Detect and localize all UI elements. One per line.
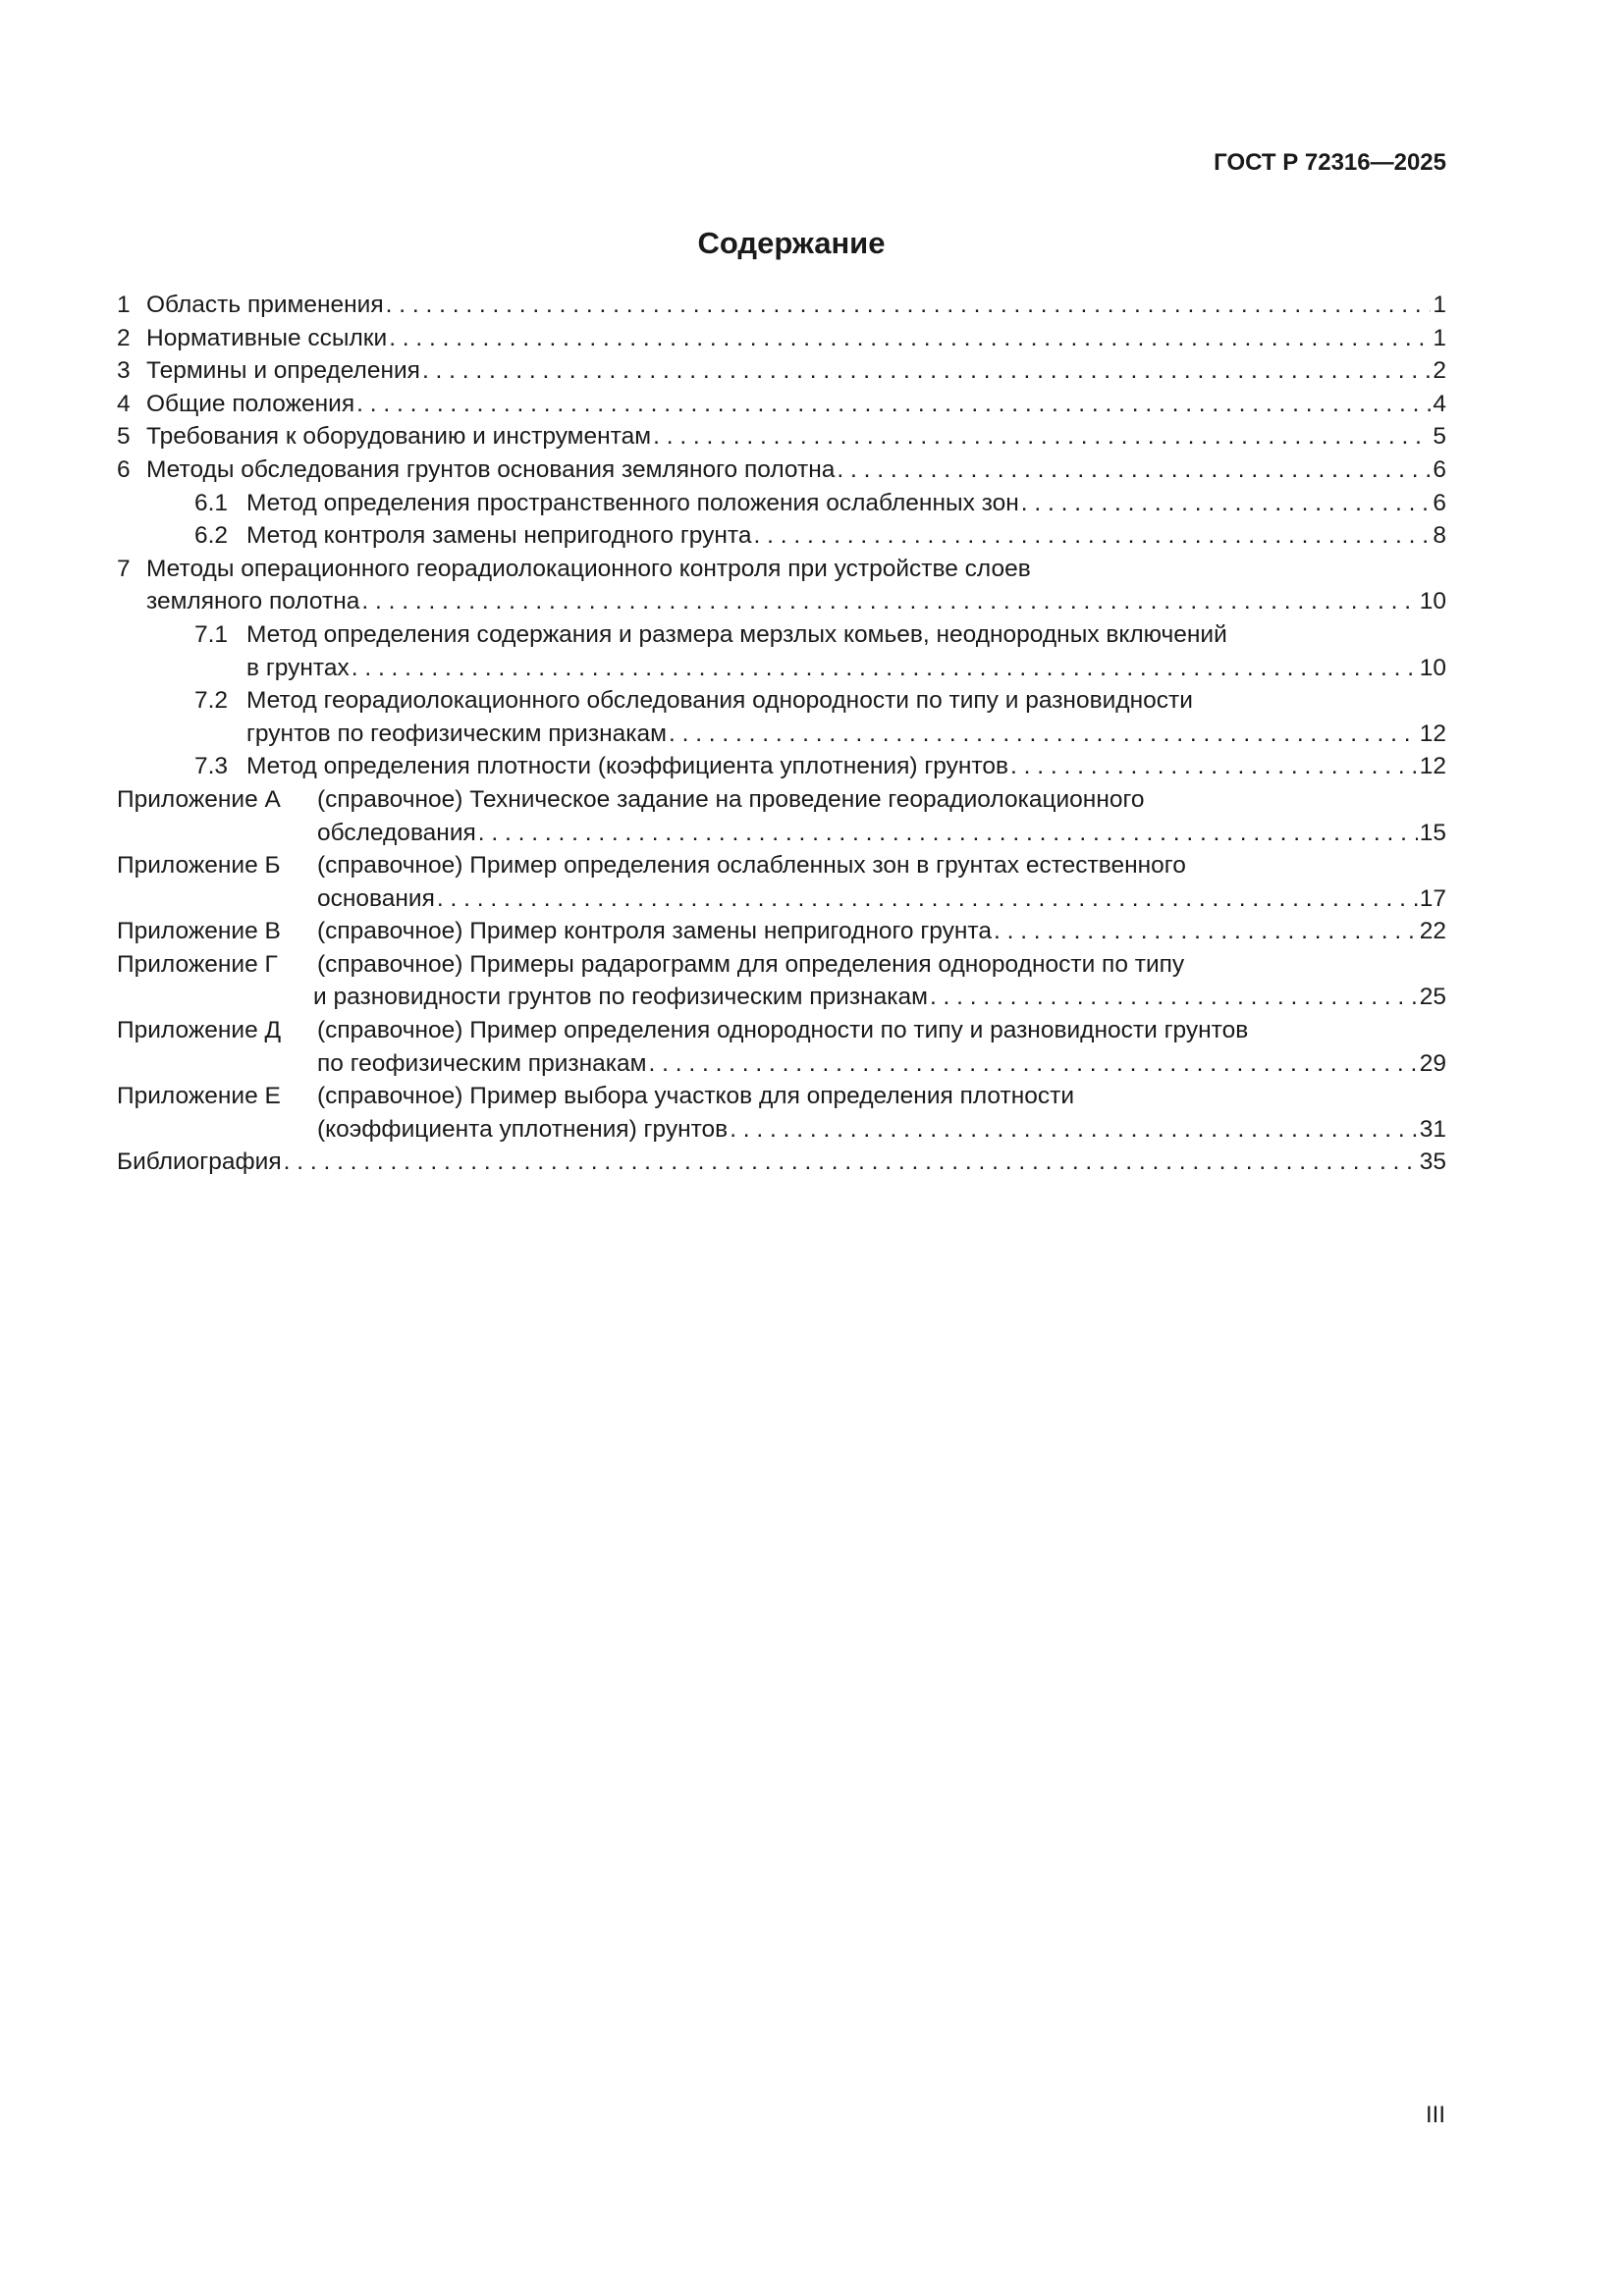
toc-entry-page: 25 — [1419, 984, 1446, 1011]
toc-entry-6[interactable] — [117, 454, 1446, 487]
table-of-contents — [117, 289, 1446, 1179]
toc-entry-appendix-g[interactable] — [117, 948, 1446, 1014]
toc-entry-page: 2 — [1433, 357, 1446, 385]
toc-entry-page: 10 — [1419, 588, 1446, 615]
toc-entry-line — [117, 783, 1446, 817]
toc-entry-number: 6 — [117, 455, 131, 483]
leader-dots — [649, 1047, 1418, 1081]
toc-entry-title: Метод контроля замены непригодного грунта — [246, 522, 752, 550]
toc-entry-line — [117, 849, 1446, 882]
toc-entry-line — [117, 1080, 1446, 1113]
leader-dots — [930, 981, 1418, 1014]
toc-entry-page: 12 — [1419, 753, 1446, 780]
toc-entry-7-3[interactable] — [117, 750, 1446, 783]
toc-entry-line — [117, 1047, 1446, 1081]
toc-entry-title: (справочное) Пример выбора участков для определения плотности — [317, 1083, 1075, 1110]
toc-entry-line — [117, 948, 1446, 982]
toc-entry-title: Метод определения пространственного положения ослабленных зон — [246, 489, 1019, 516]
toc-entry-title: Метод определения содержания и размера мерзлых комьев, неоднородных включений — [246, 620, 1227, 648]
toc-title-text: Содержание — [697, 226, 886, 260]
leader-dots — [669, 718, 1418, 751]
toc-entry-title: Метод георадиолокационного обследования однородности по типу и разновидности — [246, 687, 1193, 715]
toc-entry-page: 35 — [1419, 1148, 1446, 1176]
toc-entry-line — [117, 817, 1446, 850]
toc-entry-title: Метод определения плотности (коэффициента уплотнения) грунтов — [246, 753, 1009, 780]
toc-entry-number: 4 — [117, 390, 131, 417]
toc-entry-title: (справочное) Техническое задание на проведение георадиолокационного — [317, 785, 1145, 813]
toc-entry-page: 15 — [1419, 819, 1446, 846]
leader-dots — [437, 882, 1418, 916]
leader-dots — [356, 388, 1431, 421]
toc-entry-title-cont: (коэффициента уплотнения) грунтов — [317, 1115, 729, 1143]
leader-dots — [730, 1113, 1418, 1147]
toc-entry-number: 7.2 — [194, 687, 229, 715]
toc-entry-title: Методы обследования грунтов основания земляного полотна — [146, 455, 836, 483]
leader-dots — [837, 454, 1431, 487]
toc-entry-6-2[interactable] — [117, 519, 1446, 553]
toc-entry-title: (справочное) Пример определения ослабленных зон в грунтах естественного — [317, 852, 1186, 880]
toc-entry-title-cont: основания — [317, 884, 435, 912]
leader-dots — [352, 652, 1418, 685]
toc-entry-page: 17 — [1419, 884, 1446, 912]
toc-entry-page: 4 — [1433, 390, 1446, 417]
toc-entry-number: 2 — [117, 324, 131, 351]
toc-entry-appendix-b[interactable] — [117, 849, 1446, 915]
toc-entry-7-1[interactable] — [117, 618, 1446, 684]
toc-entry-number: 3 — [117, 357, 131, 385]
leader-dots — [994, 915, 1418, 948]
toc-entry-title-cont: обследования — [317, 819, 476, 846]
toc-entry-4[interactable] — [117, 388, 1446, 421]
toc-entry-number: Приложение Б — [117, 852, 281, 880]
toc-entry-appendix-a[interactable] — [117, 783, 1446, 849]
toc-entry-appendix-v[interactable] — [117, 915, 1446, 948]
toc-entry-title: (справочное) Пример контроля замены непригодного грунта — [317, 918, 992, 945]
toc-entry-appendix-d[interactable] — [117, 1014, 1446, 1080]
toc-entry-page: 6 — [1433, 489, 1446, 516]
toc-entry-title: Нормативные ссылки — [146, 324, 388, 351]
toc-entry-title-cont: по геофизическим признакам — [317, 1049, 647, 1077]
toc-entry-title-cont: грунтов по геофизическим признакам — [246, 720, 667, 747]
toc-entry-page: 22 — [1419, 918, 1446, 945]
toc-entry-line — [117, 1014, 1446, 1047]
toc-entry-page: 31 — [1419, 1115, 1446, 1143]
toc-entry-number: Приложение В — [117, 918, 281, 945]
toc-entry-line — [117, 553, 1446, 586]
toc-entry-line — [117, 1113, 1446, 1147]
toc-entry-appendix-e[interactable] — [117, 1080, 1446, 1146]
toc-entry-page: 12 — [1419, 720, 1446, 747]
leader-dots — [478, 817, 1418, 850]
toc-entry-title: Термины и определения — [146, 357, 420, 385]
page-number: III — [1425, 2102, 1445, 2128]
leader-dots — [284, 1146, 1418, 1179]
toc-entry-line — [117, 618, 1446, 652]
toc-entry-5[interactable] — [117, 420, 1446, 454]
toc-entry-title: (справочное) Пример определения однородности по типу и разновидности грунтов — [317, 1017, 1249, 1044]
toc-entry-2[interactable] — [117, 322, 1446, 355]
toc-entry-page: 8 — [1433, 522, 1446, 550]
document-code: ГОСТ Р 72316—2025 — [1214, 149, 1446, 176]
toc-entry-page: 1 — [1433, 324, 1446, 351]
toc-entry-page: 1 — [1433, 292, 1446, 318]
toc-entry-1[interactable] — [117, 289, 1446, 322]
toc-entry-line — [117, 652, 1446, 685]
toc-entry-number: 7.3 — [194, 753, 229, 780]
toc-entry-title-cont: земляного полотна — [146, 588, 360, 615]
toc-entry-number: 7 — [117, 555, 131, 582]
toc-entry-6-1[interactable] — [117, 487, 1446, 520]
toc-entry-3[interactable] — [117, 354, 1446, 388]
leader-dots — [754, 519, 1432, 553]
toc-entry-number: 5 — [117, 423, 131, 451]
toc-entry-line — [117, 882, 1446, 916]
toc-entry-title: Общие положения — [146, 390, 355, 417]
toc-entry-title-cont: и разновидности грунтов по геофизическим признакам — [313, 984, 928, 1011]
toc-entry-page: 10 — [1419, 654, 1446, 681]
toc-entry-page: 6 — [1433, 455, 1446, 483]
leader-dots — [389, 322, 1431, 355]
toc-entry-number: 6.1 — [194, 489, 229, 516]
toc-entry-bibliography[interactable] — [117, 1146, 1446, 1179]
toc-entry-title: Методы операционного георадиолокационного контроля при устройстве слоев — [146, 555, 1031, 582]
toc-entry-number: 1 — [117, 292, 131, 318]
leader-dots — [361, 585, 1417, 618]
toc-entry-title: Библиография — [117, 1148, 282, 1176]
toc-entry-title: (справочное) Примеры радарограмм для определения однородности по типу — [317, 950, 1185, 978]
toc-entry-page: 5 — [1433, 423, 1446, 451]
toc-entry-line — [117, 585, 1446, 618]
toc-entry-title: Требования к оборудованию и инструментам — [146, 423, 652, 451]
toc-entry-number: Приложение Е — [117, 1083, 281, 1110]
toc-entry-number: 6.2 — [194, 522, 229, 550]
toc-entry-line — [117, 684, 1446, 718]
leader-dots — [386, 289, 1432, 322]
toc-entry-line — [117, 718, 1446, 751]
toc-entry-number: Приложение Д — [117, 1017, 282, 1044]
toc-entry-page: 29 — [1419, 1049, 1446, 1077]
leader-dots — [1010, 750, 1418, 783]
toc-entry-7-2[interactable] — [117, 684, 1446, 750]
leader-dots — [422, 354, 1431, 388]
leader-dots — [1021, 487, 1432, 520]
toc-entry-line — [117, 981, 1446, 1014]
toc-title — [0, 226, 1624, 261]
toc-entry-number: Приложение Г — [117, 950, 278, 978]
toc-entry-title: Область применения — [146, 292, 384, 318]
toc-entry-title-cont: в грунтах — [246, 654, 350, 681]
toc-entry-number: Приложение А — [117, 785, 281, 813]
toc-entry-7[interactable] — [117, 553, 1446, 618]
toc-entry-number: 7.1 — [194, 620, 229, 648]
leader-dots — [653, 420, 1431, 454]
